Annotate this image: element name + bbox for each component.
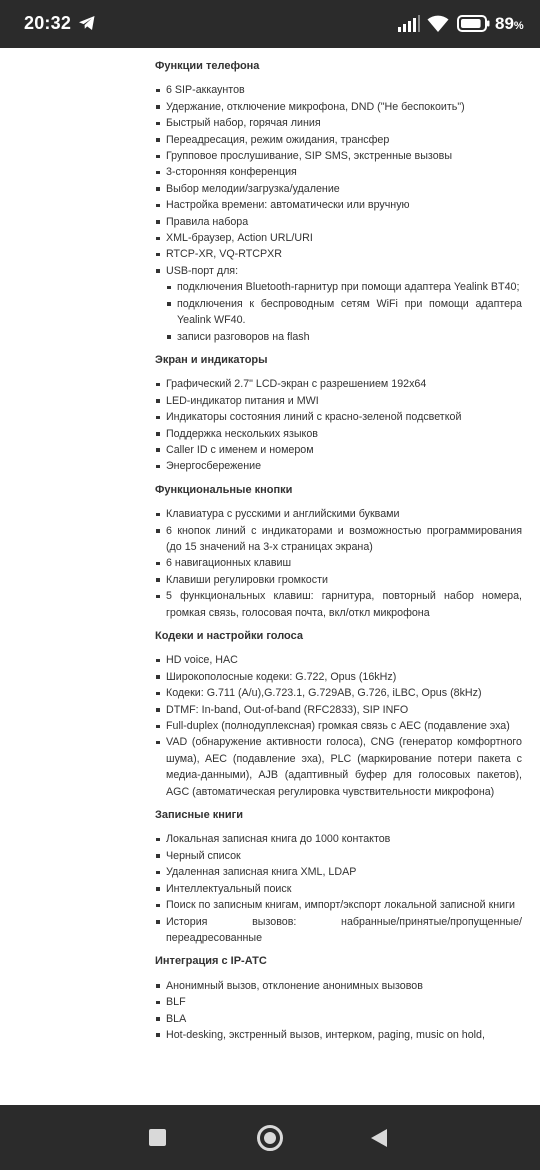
list-item-text: Удаленная записная книга XML, LDAP: [166, 866, 357, 879]
list-item-text: 3-сторонняя конференция: [166, 166, 297, 179]
list-item-text: История вызовов: набранные/принятые/пропущенные/ переадресованные: [166, 915, 522, 944]
list-item-text: Full-duplex (полнодуплексная) громкая связь с AEC (подавление эха): [166, 720, 510, 733]
list-item: [155, 523, 522, 556]
list-item-text: Широкополосные кодеки: G.722, Opus (16kHz): [166, 670, 397, 683]
list-item-text: DTMF: In-band, Out-of-band (RFC2833), SIP INFO: [166, 703, 409, 716]
list-item: [155, 864, 522, 880]
home-circle-icon[interactable]: [257, 1125, 283, 1151]
battery-percent: 89%: [495, 14, 524, 33]
list-item: [155, 831, 522, 847]
section-title: Записные книги: [155, 809, 243, 822]
list-item: [155, 506, 522, 522]
wifi-icon: [427, 14, 449, 33]
list-item: [155, 376, 522, 392]
list-item-text: BLA: [166, 1012, 187, 1025]
list-item: [155, 148, 522, 164]
list-item: [155, 718, 522, 734]
list-item: [155, 572, 522, 588]
list-item: [155, 197, 522, 213]
list-item-text: Настройка времени: автоматически или вручную: [166, 199, 410, 212]
list-item-text: Правила набора: [166, 215, 249, 228]
list-item: [155, 685, 522, 701]
clock: 20:32: [24, 13, 72, 33]
list-item: [155, 409, 522, 425]
battery-icon: [457, 15, 490, 32]
signal-icon: [398, 15, 420, 32]
list-item-text: Переадресация, режим ожидания, трансфер: [166, 133, 390, 146]
list-item: [155, 978, 522, 994]
list-item: [155, 994, 522, 1010]
list-item-text: BLF: [166, 996, 186, 1009]
sub-list: [155, 279, 522, 345]
list-item-text: Клавиши регулировки громкости: [166, 573, 328, 586]
list-item: [155, 914, 522, 947]
navigation-bar: [0, 1105, 540, 1170]
list-item-text: Выбор мелодии/загрузка/удаление: [166, 182, 340, 195]
list-item: [155, 458, 522, 474]
list-item-text: Энергосбережение: [166, 460, 262, 473]
list-item: [155, 132, 522, 148]
list-item-text: 6 кнопок линий с индикаторами и возможностью программирования (до 15 значений на 3-х страницах экрана): [166, 524, 522, 553]
section-list: [155, 506, 522, 621]
list-item: [155, 588, 522, 621]
list-item: [155, 555, 522, 571]
list-item: [155, 99, 522, 115]
list-item: [155, 897, 522, 913]
list-item-text: Hot-desking, экстренный вызов, интерком, paging, music on hold,: [166, 1028, 485, 1041]
list-item: [155, 669, 522, 685]
section-title: Функциональные кнопки: [155, 483, 293, 496]
list-item: [155, 263, 522, 279]
section-list: [155, 82, 522, 345]
list-item-text: XML-браузер, Action URL/URI: [166, 232, 313, 245]
sub-list-item-text: подключения Bluetooth-гарнитур при помощи адаптера Yealink BT40;: [177, 281, 520, 294]
list-item-text: Анонимный вызов, отклонение анонимных вызовов: [166, 979, 423, 992]
section-list: [155, 376, 522, 474]
list-item: [155, 652, 522, 668]
list-item-text: Caller ID с именем и номером: [166, 443, 314, 456]
list-item-text: Быстрый набор, горячая линия: [166, 117, 321, 130]
list-item-text: 6 навигационных клавиш: [166, 557, 292, 570]
list-item: [155, 115, 522, 131]
telegram-icon: [78, 15, 96, 31]
list-item: [155, 702, 522, 718]
sub-list-item: [155, 296, 522, 329]
list-item: [155, 230, 522, 246]
section-title: Экран и индикаторы: [155, 353, 268, 366]
section-list: [155, 831, 522, 946]
list-item-text: Поиск по записным книгам, импорт/экспорт локальной записной книги: [166, 899, 515, 912]
section-title: Кодеки и настройки голоса: [155, 630, 303, 642]
list-item-text: Локальная записная книга до 1000 контактов: [166, 833, 391, 846]
list-item: [155, 734, 522, 800]
list-item-text: Удержание, отключение микрофона, DND ("Не беспокоить"): [166, 100, 465, 113]
sub-list-item-text: записи разговоров на flash: [177, 330, 310, 343]
list-item-text: USB-порт для:: [166, 264, 239, 277]
section-title: Интеграция с IP-АТС: [155, 955, 267, 968]
list-item: [155, 181, 522, 197]
list-item: [155, 1011, 522, 1027]
sub-list-item: [155, 329, 522, 345]
list-item: [155, 881, 522, 897]
list-item: [155, 246, 522, 262]
section-list: [155, 978, 522, 1044]
list-item: [155, 442, 522, 458]
recents-square-icon[interactable]: [149, 1129, 166, 1146]
list-item: [155, 426, 522, 442]
list-item-text: Групповое прослушивание, SIP SMS, экстренные вызовы: [166, 150, 453, 163]
sub-list-item: [155, 279, 522, 295]
status-bar: [0, 0, 540, 48]
list-item-text: Поддержка нескольких языков: [166, 427, 318, 440]
list-item: [155, 393, 522, 409]
list-item: [155, 82, 522, 98]
list-item-text: 5 функциональных клавиш: гарнитура, повторный набор номера, громкая связь, голосовая почта, вкл/откл микрофона: [166, 590, 522, 619]
list-item-text: 6 SIP-аккаунтов: [166, 84, 245, 97]
section-list: [155, 652, 522, 800]
list-item-text: Графический 2.7" LCD-экран с разрешением 192x64: [166, 378, 427, 391]
list-item-text: Клавиатура с русскими и английскими буквами: [166, 508, 400, 521]
list-item: [155, 848, 522, 864]
list-item-text: Индикаторы состояния линий с красно-зеленой подсветкой: [166, 411, 462, 424]
specs-list: [155, 58, 522, 1049]
list-item-text: RTCP-XR, VQ-RTCPXR: [166, 248, 282, 261]
list-item: [155, 214, 522, 230]
list-item-text: Интеллектуальный поиск: [166, 882, 292, 895]
list-item-text: HD voice, HAC: [166, 654, 238, 667]
list-item: [155, 164, 522, 180]
page-content[interactable]: [0, 48, 540, 1105]
list-item-text: Черный список: [166, 849, 241, 862]
sub-list-item-text: подключения к беспроводным сетям WiFi при помощи адаптера Yealink WF40.: [177, 297, 522, 327]
list-item: [155, 1027, 522, 1043]
list-item-text: VAD (обнаружение активности голоса), CNG (генератор комфортного шума), AEC (подавление эха), PLC (маркирование потери пакета с медиа-данными), AJB (адаптивный буфер для голосовых пакетов), AGC (автоматическая регулировка чувствительности микрофона): [166, 736, 522, 798]
list-item-text: Кодеки: G.711 (A/u),G.723.1, G.729AB, G.726, iLBC, Opus (8kHz): [166, 687, 482, 700]
back-triangle-icon[interactable]: [371, 1129, 387, 1147]
section-title: Функции телефона: [155, 60, 260, 72]
list-item-text: LED-индикатор питания и MWI: [166, 394, 319, 407]
